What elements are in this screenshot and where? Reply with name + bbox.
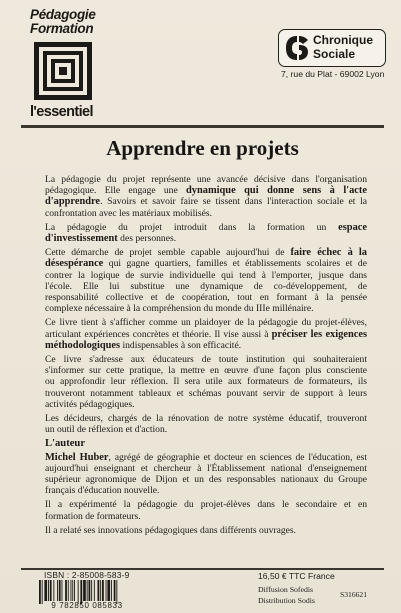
text-line: aujourd'hui enseignant et chercheur à l'Établissement national d'enseignement <box>45 462 367 474</box>
barcode-bar <box>74 580 75 601</box>
text-line: désespérance qui gagne quartiers, familles et établissements scolaires et de <box>45 258 367 270</box>
catalog-code: S316621 <box>340 590 368 599</box>
emphasis: désespérance <box>45 258 104 270</box>
text-line: supérieur agronomique de Dijon et un des responsables nationaux du Groupe <box>45 474 367 486</box>
emphasis: Michel Huber <box>45 451 109 463</box>
author-paragraph <box>45 452 367 497</box>
author-paragraph <box>45 525 367 536</box>
isbn: ISBN : 2-85008-583-9 <box>44 570 130 580</box>
emphasis: faire échec à la <box>290 247 368 259</box>
barcode-bar <box>83 580 86 601</box>
text-line: d'apprendre. Savoirs et savoir faire se tissent dans l'interaction sociale et la <box>45 196 367 208</box>
blurb-paragraph <box>45 222 367 244</box>
text-line: articulant expériences concrètes et théorie. Il vise aussi à préciser les exigences <box>45 328 367 340</box>
barcode-bar <box>50 580 52 601</box>
publisher-logo <box>278 29 386 67</box>
barcode-bar <box>71 580 72 601</box>
barcode-bar <box>100 580 101 601</box>
barcode-bar <box>89 580 91 601</box>
emphasis: méthodologiques <box>45 339 121 351</box>
text-line: Ce livre s'adresse aux éducateurs de toute institution qui souhaiteraient <box>45 354 367 366</box>
distribution-line-1: Diffusion Sofedis <box>258 585 314 594</box>
barcode-bar <box>72 580 73 601</box>
text-line: confrontation avec les matériaux mobilisés. <box>45 207 213 219</box>
barcode-bar <box>48 580 49 601</box>
barcode-bar <box>87 580 88 601</box>
barcode-bar <box>111 580 112 601</box>
distribution-line-2: Distribution Sodis <box>258 596 315 605</box>
text-line: ou approfondir leur réflexion. Il sera utile aux formateurs de formateurs, ils <box>45 376 367 388</box>
author-heading: L'auteur <box>45 438 86 450</box>
barcode-bar <box>98 580 100 601</box>
text-line: Il a expérimenté la pédagogie du projet-élèves dans le secondaire et en <box>45 499 367 511</box>
publisher-name-2: Sociale <box>313 46 356 61</box>
text-line: Ce livre tient à s'afficher comme un plaidoyer de la pédagogie du projet-élèves, <box>45 317 367 329</box>
blurb-paragraph <box>45 317 367 351</box>
blurb-frame <box>21 125 384 570</box>
barcode-bar <box>91 580 92 601</box>
emphasis: d'investissement <box>45 233 118 245</box>
text-line: trouveront notamment tableaux et schémas pouvant servir de support à leurs <box>45 387 367 399</box>
barcode-bar <box>62 580 63 601</box>
series-line-1: Pédagogie <box>30 7 96 22</box>
barcode-bar <box>94 580 95 601</box>
text-line: contrer la logique de survie individuelle qui tend à l'emporter, jusque dans <box>45 269 367 281</box>
text-line: Il a relaté ses innovations pédagogiques dans différents ouvrages. <box>45 524 297 536</box>
text-line: d'investissement des personnes. <box>45 233 177 245</box>
text-line: Cette démarche de projet semble capable aujourd'hui de faire échec à la <box>45 247 368 259</box>
text-line: La pédagogie du projet représente une avancée décisive dans l'organisation <box>45 174 367 185</box>
barcode-bar <box>107 580 110 601</box>
barcode-bar <box>106 580 107 601</box>
series-line-2: Formation <box>30 21 94 36</box>
blurb-paragraph <box>45 174 367 219</box>
text-line: français d'éducation nouvelle. <box>45 485 160 497</box>
publisher-address: 7, rue du Plat - 69002 Lyon <box>281 69 385 79</box>
book-title: Apprendre en projets <box>106 136 299 160</box>
blurb-paragraph <box>45 247 367 314</box>
barcode-bar <box>53 580 54 601</box>
text-line: s'informer sur cette pratique, la mettre en œuvre d'une façon plus consciente <box>45 365 367 377</box>
publisher-name-1: Chronique <box>313 33 373 47</box>
emphasis: préciser les exigences <box>271 328 367 340</box>
text-line: responsabilité collective et de coopération, tout en formant à la pensée <box>45 292 367 304</box>
text-line: activités pédagogiques. <box>45 398 135 410</box>
series-logo <box>30 7 110 120</box>
emphasis: d'apprendre <box>45 196 101 208</box>
emphasis: dynamique qui donne sens à l'acte <box>186 185 367 197</box>
text-line: méthodologiques indispensables à son efficacité. <box>45 339 242 351</box>
barcode-bar <box>102 580 104 601</box>
barcode-bar <box>114 580 116 601</box>
barcode-bar <box>44 580 47 601</box>
text-line: complexe nécessaire à la compréhension du monde du IIIe millénaire. <box>45 303 314 315</box>
price: 16,50 € TTC France <box>258 571 335 581</box>
text-line: l'école. Elle lui substitue une dynamique de co-développement, de <box>45 280 367 292</box>
blurb-text <box>45 174 367 539</box>
barcode-bar <box>65 580 67 601</box>
text-line: un outil de réflexion et d'action. <box>45 424 168 436</box>
series-name: l'essentiel <box>30 104 93 120</box>
text-line: pédagogique. Elle engage une dynamique qui donne sens à l'acte <box>45 185 367 197</box>
barcode-bar <box>68 580 69 601</box>
text-line: La pédagogie du projet introduit dans la formation un espace <box>45 221 367 233</box>
text-line: formation de formateurs. <box>45 510 141 522</box>
text-line: Michel Huber, agrégé de géographie et docteur en sciences de l'éducation, est <box>45 451 367 463</box>
blurb-paragraph <box>45 413 367 435</box>
cs-monogram-icon <box>284 34 310 62</box>
barcode-number: 9 782850 085833 <box>51 601 123 610</box>
author-paragraph <box>45 499 367 521</box>
emphasis: espace <box>338 221 367 233</box>
barcode-bar <box>59 580 61 601</box>
concentric-squares-icon <box>34 42 92 100</box>
barcode-bar <box>57 580 58 601</box>
distribution-info <box>258 584 315 606</box>
blurb-paragraph <box>45 354 367 410</box>
text-line: Les décideurs, chargés de la rénovation de notre système éducatif, trouveront <box>45 413 367 425</box>
